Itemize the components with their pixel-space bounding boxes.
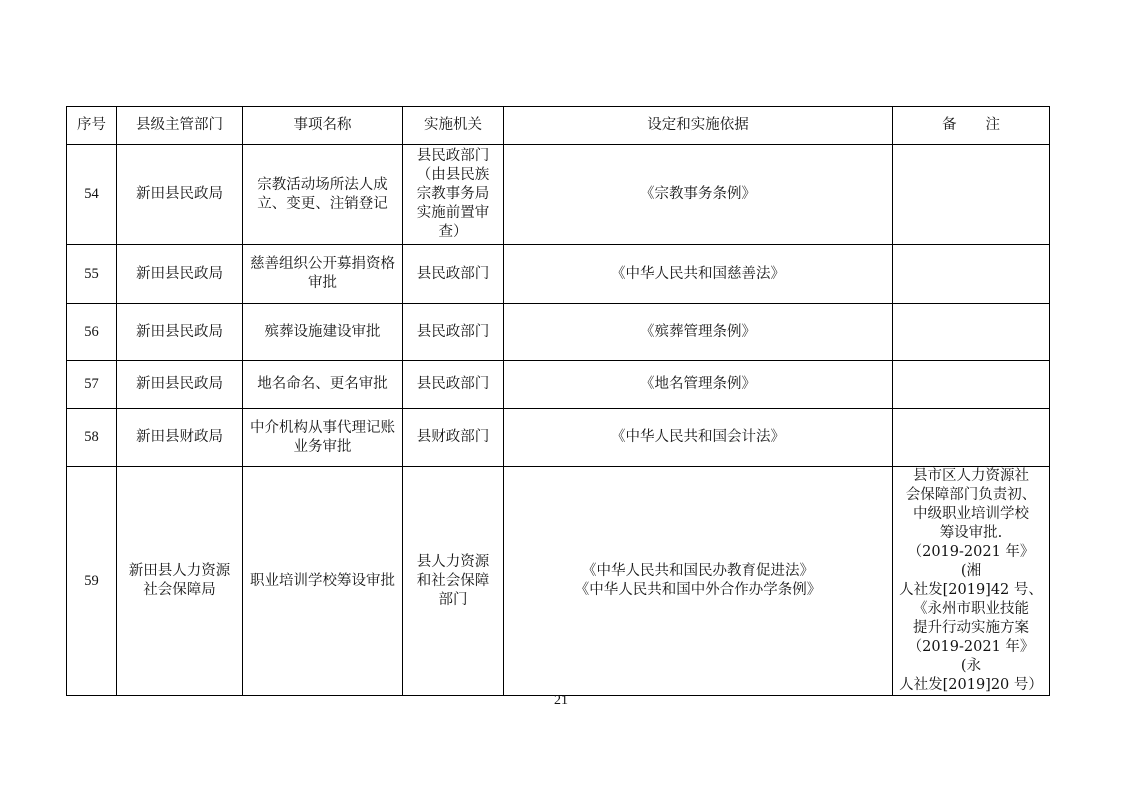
cell-legal-basis-line: 《中华人民共和国会计法》 [611, 429, 785, 445]
cell-department: 新田县民政局 [117, 145, 243, 245]
cell-item-name: 职业培训学校筹设审批 [243, 467, 403, 696]
header-department: 县级主管部门 [117, 107, 243, 145]
cell-department: 新田县民政局 [117, 304, 243, 361]
cell-legal-basis-line: 《中华人民共和国民办教育促进法》 [582, 563, 814, 579]
table-row [67, 409, 1050, 467]
cell-implementing-org [403, 245, 504, 304]
cell-remarks-line: 人社发[2019]42 号、 [899, 582, 1043, 598]
cell-implementing-org-line: 县民政部门 [416, 265, 490, 282]
cell-legal-basis-line: 《宗教事务条例》 [640, 186, 756, 202]
header-remarks: 备 注 [893, 107, 1050, 145]
cell-remarks-line: 筹设审批. [939, 525, 1003, 541]
cell-serial: 58 [67, 409, 117, 467]
cell-implementing-org-line: 县人力资源 [416, 553, 490, 570]
cell-department: 新田县民政局 [117, 245, 243, 304]
table-row [67, 245, 1050, 304]
approval-items-table [66, 106, 1050, 696]
cell-implementing-org [403, 467, 504, 696]
cell-item-name: 宗教活动场所法人成立、变更、注销登记 [243, 145, 403, 245]
cell-remarks [893, 409, 1050, 467]
table-row [67, 145, 1050, 245]
table-row [67, 304, 1050, 361]
cell-serial: 54 [67, 145, 117, 245]
cell-implementing-org [403, 304, 504, 361]
cell-item-name: 慈善组织公开募捐资格审批 [243, 245, 403, 304]
cell-remarks [893, 467, 1050, 696]
header-item-name: 事项名称 [243, 107, 403, 145]
cell-implementing-org-line: 县民政部门 [416, 323, 490, 340]
cell-implementing-org-line: 查） [438, 224, 468, 240]
cell-remarks-line: （2019-2021 年》(湘 [907, 544, 1035, 579]
cell-legal-basis [504, 361, 893, 409]
header-legal-basis: 设定和实施依据 [504, 107, 893, 145]
cell-remarks-line: 《永州市职业技能 [913, 601, 1029, 617]
cell-implementing-org-line: 县财政部门 [416, 429, 490, 445]
cell-legal-basis [504, 304, 893, 361]
cell-department: 新田县财政局 [117, 409, 243, 467]
cell-department: 新田县人力资源社会保障局 [117, 467, 243, 696]
cell-serial: 59 [67, 467, 117, 696]
cell-remarks-line: 人社发[2019]20 号） [899, 677, 1043, 693]
cell-implementing-org-line: （由县民族 [416, 167, 490, 183]
cell-remarks-line: 县市区人力资源社 [913, 468, 1029, 484]
cell-serial: 55 [67, 245, 117, 304]
cell-legal-basis [504, 409, 893, 467]
cell-remarks [893, 245, 1050, 304]
cell-department: 新田县民政局 [117, 361, 243, 409]
header-serial: 序号 [67, 107, 117, 145]
cell-remarks [893, 145, 1050, 245]
cell-item-name: 中介机构从事代理记账业务审批 [243, 409, 403, 467]
cell-remarks-line: 中级职业培训学校 [913, 506, 1029, 522]
page-number: 21 [554, 693, 568, 708]
cell-legal-basis-line: 《地名管理条例》 [640, 376, 756, 392]
cell-legal-basis-line: 《殡葬管理条例》 [640, 323, 756, 340]
table-header-row [67, 107, 1050, 145]
cell-remarks [893, 304, 1050, 361]
cell-remarks [893, 361, 1050, 409]
cell-legal-basis [504, 145, 893, 245]
cell-legal-basis-line: 《中华人民共和国慈善法》 [611, 265, 785, 282]
table-row [67, 467, 1050, 696]
cell-item-name: 殡葬设施建设审批 [243, 304, 403, 361]
cell-implementing-org [403, 361, 504, 409]
header-implementing-org: 实施机关 [403, 107, 504, 145]
cell-legal-basis [504, 467, 893, 696]
cell-serial: 56 [67, 304, 117, 361]
cell-implementing-org-line: 和社会保障 [416, 572, 490, 589]
cell-implementing-org [403, 409, 504, 467]
cell-implementing-org-line: 县民政部门 [416, 148, 490, 164]
cell-remarks-line: 提升行动实施方案 [913, 620, 1029, 636]
table-body [67, 145, 1050, 696]
table-row [67, 361, 1050, 409]
cell-implementing-org-line: 宗教事务局 [416, 186, 490, 202]
cell-implementing-org [403, 145, 504, 245]
cell-implementing-org-line: 部门 [438, 591, 468, 608]
cell-remarks-line: 会保障部门负责初、 [905, 487, 1037, 503]
cell-legal-basis [504, 245, 893, 304]
cell-serial: 57 [67, 361, 117, 409]
cell-implementing-org-line: 县民政部门 [416, 376, 490, 392]
cell-legal-basis-line: 《中华人民共和国中外合作办学条例》 [574, 582, 822, 598]
cell-remarks-line: （2019-2021 年》(永 [907, 639, 1035, 674]
cell-item-name: 地名命名、更名审批 [243, 361, 403, 409]
cell-implementing-org-line: 实施前置审 [416, 205, 490, 221]
